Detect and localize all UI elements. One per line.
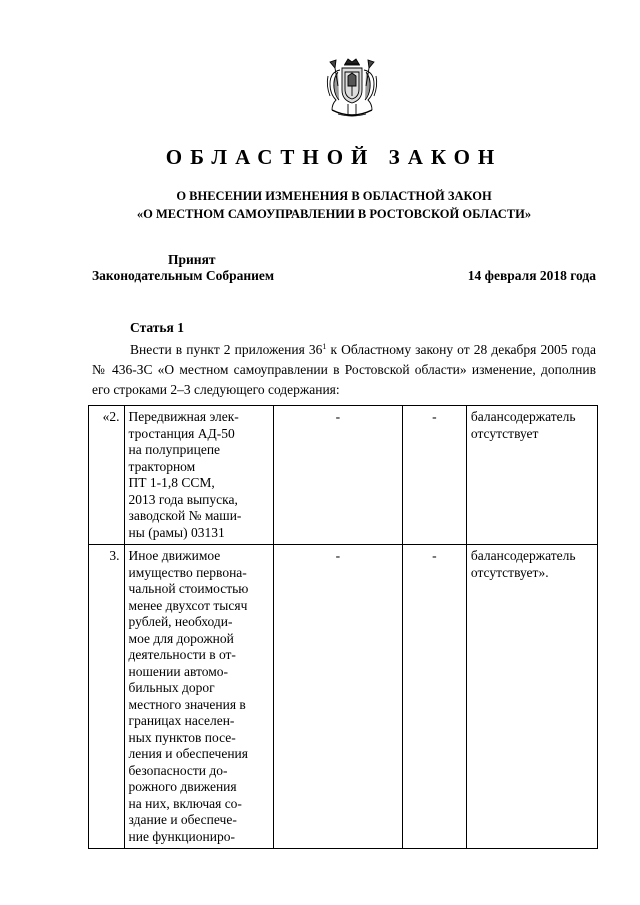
row-number: 3. — [89, 545, 125, 849]
article-text-part: к Областному закону от 28 декабря 2005 года № 436-ЗС «О местном самоуправлении в Ростовской области» изменение, дополнив его строками 2–3 следующего содержания: — [92, 342, 596, 397]
article-heading: Статья 1 — [130, 320, 184, 335]
article-text — [92, 340, 596, 400]
item-name: Передвижная элек- тростанция АД-50 на полуприцепе тракторном ПТ 1-1,8 ССМ, 2013 года выпуска, заводской № маши- ны (рамы) 03131 — [124, 406, 273, 545]
article-superscript: 1 — [322, 342, 327, 351]
table-cell: - — [402, 545, 466, 849]
row-number: «2. — [89, 406, 125, 545]
amendment-table — [88, 405, 598, 849]
table-row — [89, 545, 598, 849]
adoption-body: Законодательным Собранием — [92, 268, 275, 283]
law-subtitle — [0, 187, 640, 223]
table-cell: - — [273, 406, 402, 545]
item-name: Иное движимое имущество первона- чальной стоимостью менее двухсот тысяч рублей, необходи- мое для дорожной деятельности в от- ношении автомо- бильных дорог местного значения в границах населен- ных пунктов посе- ления и обеспечения безопасности до- рожного движения на них, включая со- здание и обеспече- ние функциониро- — [124, 545, 273, 849]
table-cell: - — [273, 545, 402, 849]
adoption-label: Принят — [168, 252, 216, 267]
page-title: ОБЛАСТНОЙ ЗАКОН — [165, 145, 503, 169]
article-text-part: Внести в пункт 2 приложения 36 — [130, 342, 323, 357]
table-row — [89, 406, 598, 545]
subtitle-line: «О МЕСТНОМ САМОУПРАВЛЕНИИ В РОСТОВСКОЙ ОБЛАСТИ» — [136, 207, 532, 221]
balance-holder: балансодержатель отсутствует — [466, 406, 597, 545]
table-cell: - — [402, 406, 466, 545]
balance-holder: балансодержатель отсутствует». — [466, 545, 597, 849]
subtitle-line: О ВНЕСЕНИИ ИЗМЕНЕНИЯ В ОБЛАСТНОЙ ЗАКОН — [176, 189, 492, 203]
coat-of-arms-emblem — [318, 56, 386, 124]
adoption-date: 14 февраля 2018 года — [467, 268, 596, 283]
